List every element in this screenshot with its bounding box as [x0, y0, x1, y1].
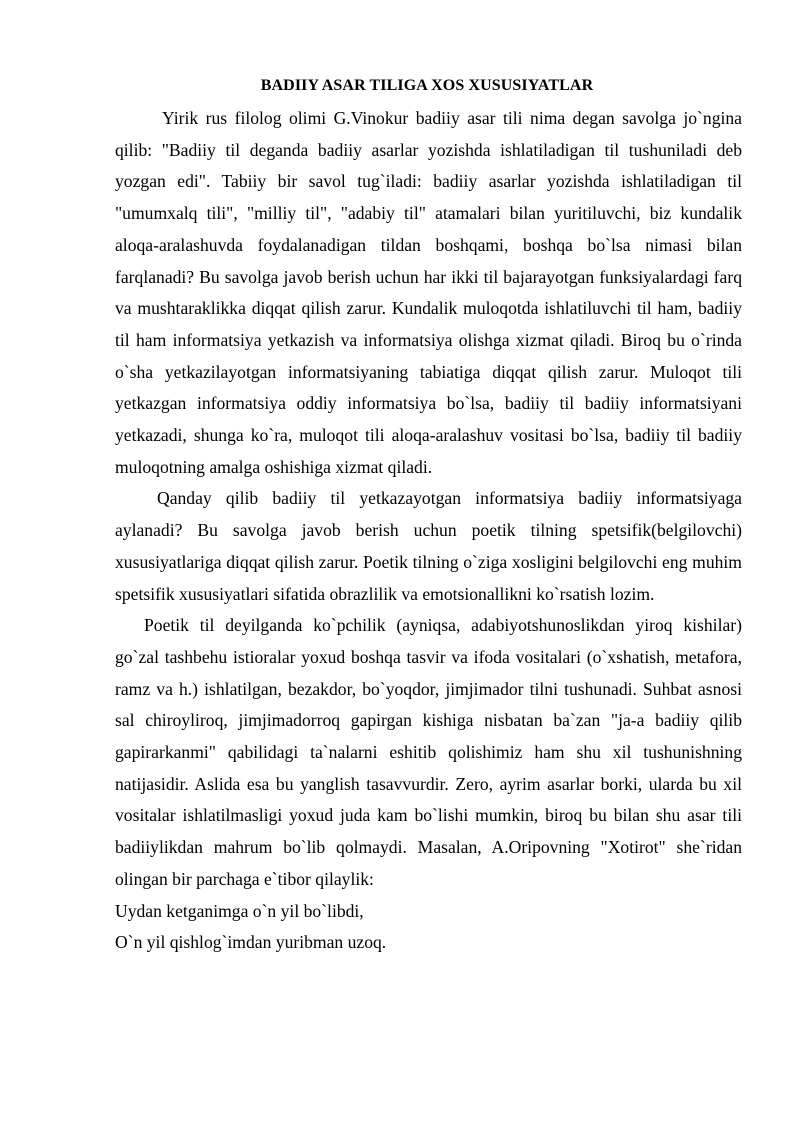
paragraph-1: Yirik rus filolog olimi G.Vinokur badiiy asar tili nima degan savolga jo`ngina qilib: "Badiiy til deganda badiiy asarlar yozishda ishlatiladigan til tushuniladi deb yozgan edi". Tabiiy bir savol tug`iladi: badiiy asarlar yozishda ishlatiladigan til "umumxalq tili", "milliy til", "adabiy til" atamalari bilan yuritiluvchi, biz kundalik aloqa-aralashuvda foydalanadigan tildan boshqami, boshqa bo`lsa nimasi bilan farqlanadi? Bu savolga javob berish uchun har ikki til bajarayotgan funksiyalardagi farq va mushtaraklikka diqqat qilish zarur. Kundalik muloqotda ishlatiluvchi til ham, badiiy til ham informatsiya yetkazish va informatsiya olishga xizmat qiladi. Biroq bu o`rinda o`sha yetkazilayotgan informatsiyaning tabiatiga diqqat qilish zarur. Muloqot tili yetkazgan informatsiya oddiy informatsiya bo`lsa, badiiy til badiiy informatsiyani yetkazadi, shunga ko`ra, muloqot tili aloqa-aralashuv vositasi bo`lsa, badiiy til badiiy muloqotning amalga oshishiga xizmat qiladi. [115, 108, 742, 477]
document-title: BADIIY ASAR TILIGA XOS XUSUSIYATLAR [260, 77, 594, 94]
document-body [115, 103, 742, 959]
paragraph-2: Qanday qilib badiiy til yetkazayotgan informatsiya badiiy informatsiyaga aylanadi? Bu savolga javob berish uchun poetik tilning spetsifik(belgilovchi) xususiyatlariga diqqat qilish zarur. Poetik tilning o`ziga xosligini belgilovchi eng muhim spetsifik xususiyatlari sifatida obrazlilik va emotsionallikni ko`rsatish lozim. [115, 488, 742, 604]
verse-line-1: Uydan ketganimga o`n yil bo`libdi, [115, 900, 364, 921]
paragraph-3: Poetik til deyilganda ko`pchilik (ayniqsa, adabiyotshunoslikdan yiroq kishilar) go`zal tashbehu istioralar yoxud boshqa tasvir va ifoda vositalari (o`xshatish, metafora, ramz va h.) ishlatilgan, bezakdor, bo`yoqdor, jimjimador tilni tushunadi. Suhbat asnosi sal chiroyliroq, jimjimadorroq gapirgan kishiga nisbatan ba`zan "ja-a badiiy qilib gapirarkanmi" qabilidagi ta`nalarni eshitib qolishimiz ham shu xil tushunishning natijasidir. Aslida esa bu yanglish tasavvurdir. Zero, ayrim asarlar borki, ularda bu xil vositalar ishlatilmasligi yoxud juda kam bo`lishi mumkin, biroq bu bilan shu asar tili badiiylikdan mahrum bo`lib qolmaydi. Masalan, A.Oripovning "Xotirot" she`ridan olingan bir parchaga e`tibor qilaylik: [115, 615, 742, 889]
verse-line-2: O`n yil qishlog`imdan yuribman uzoq. [115, 932, 387, 953]
